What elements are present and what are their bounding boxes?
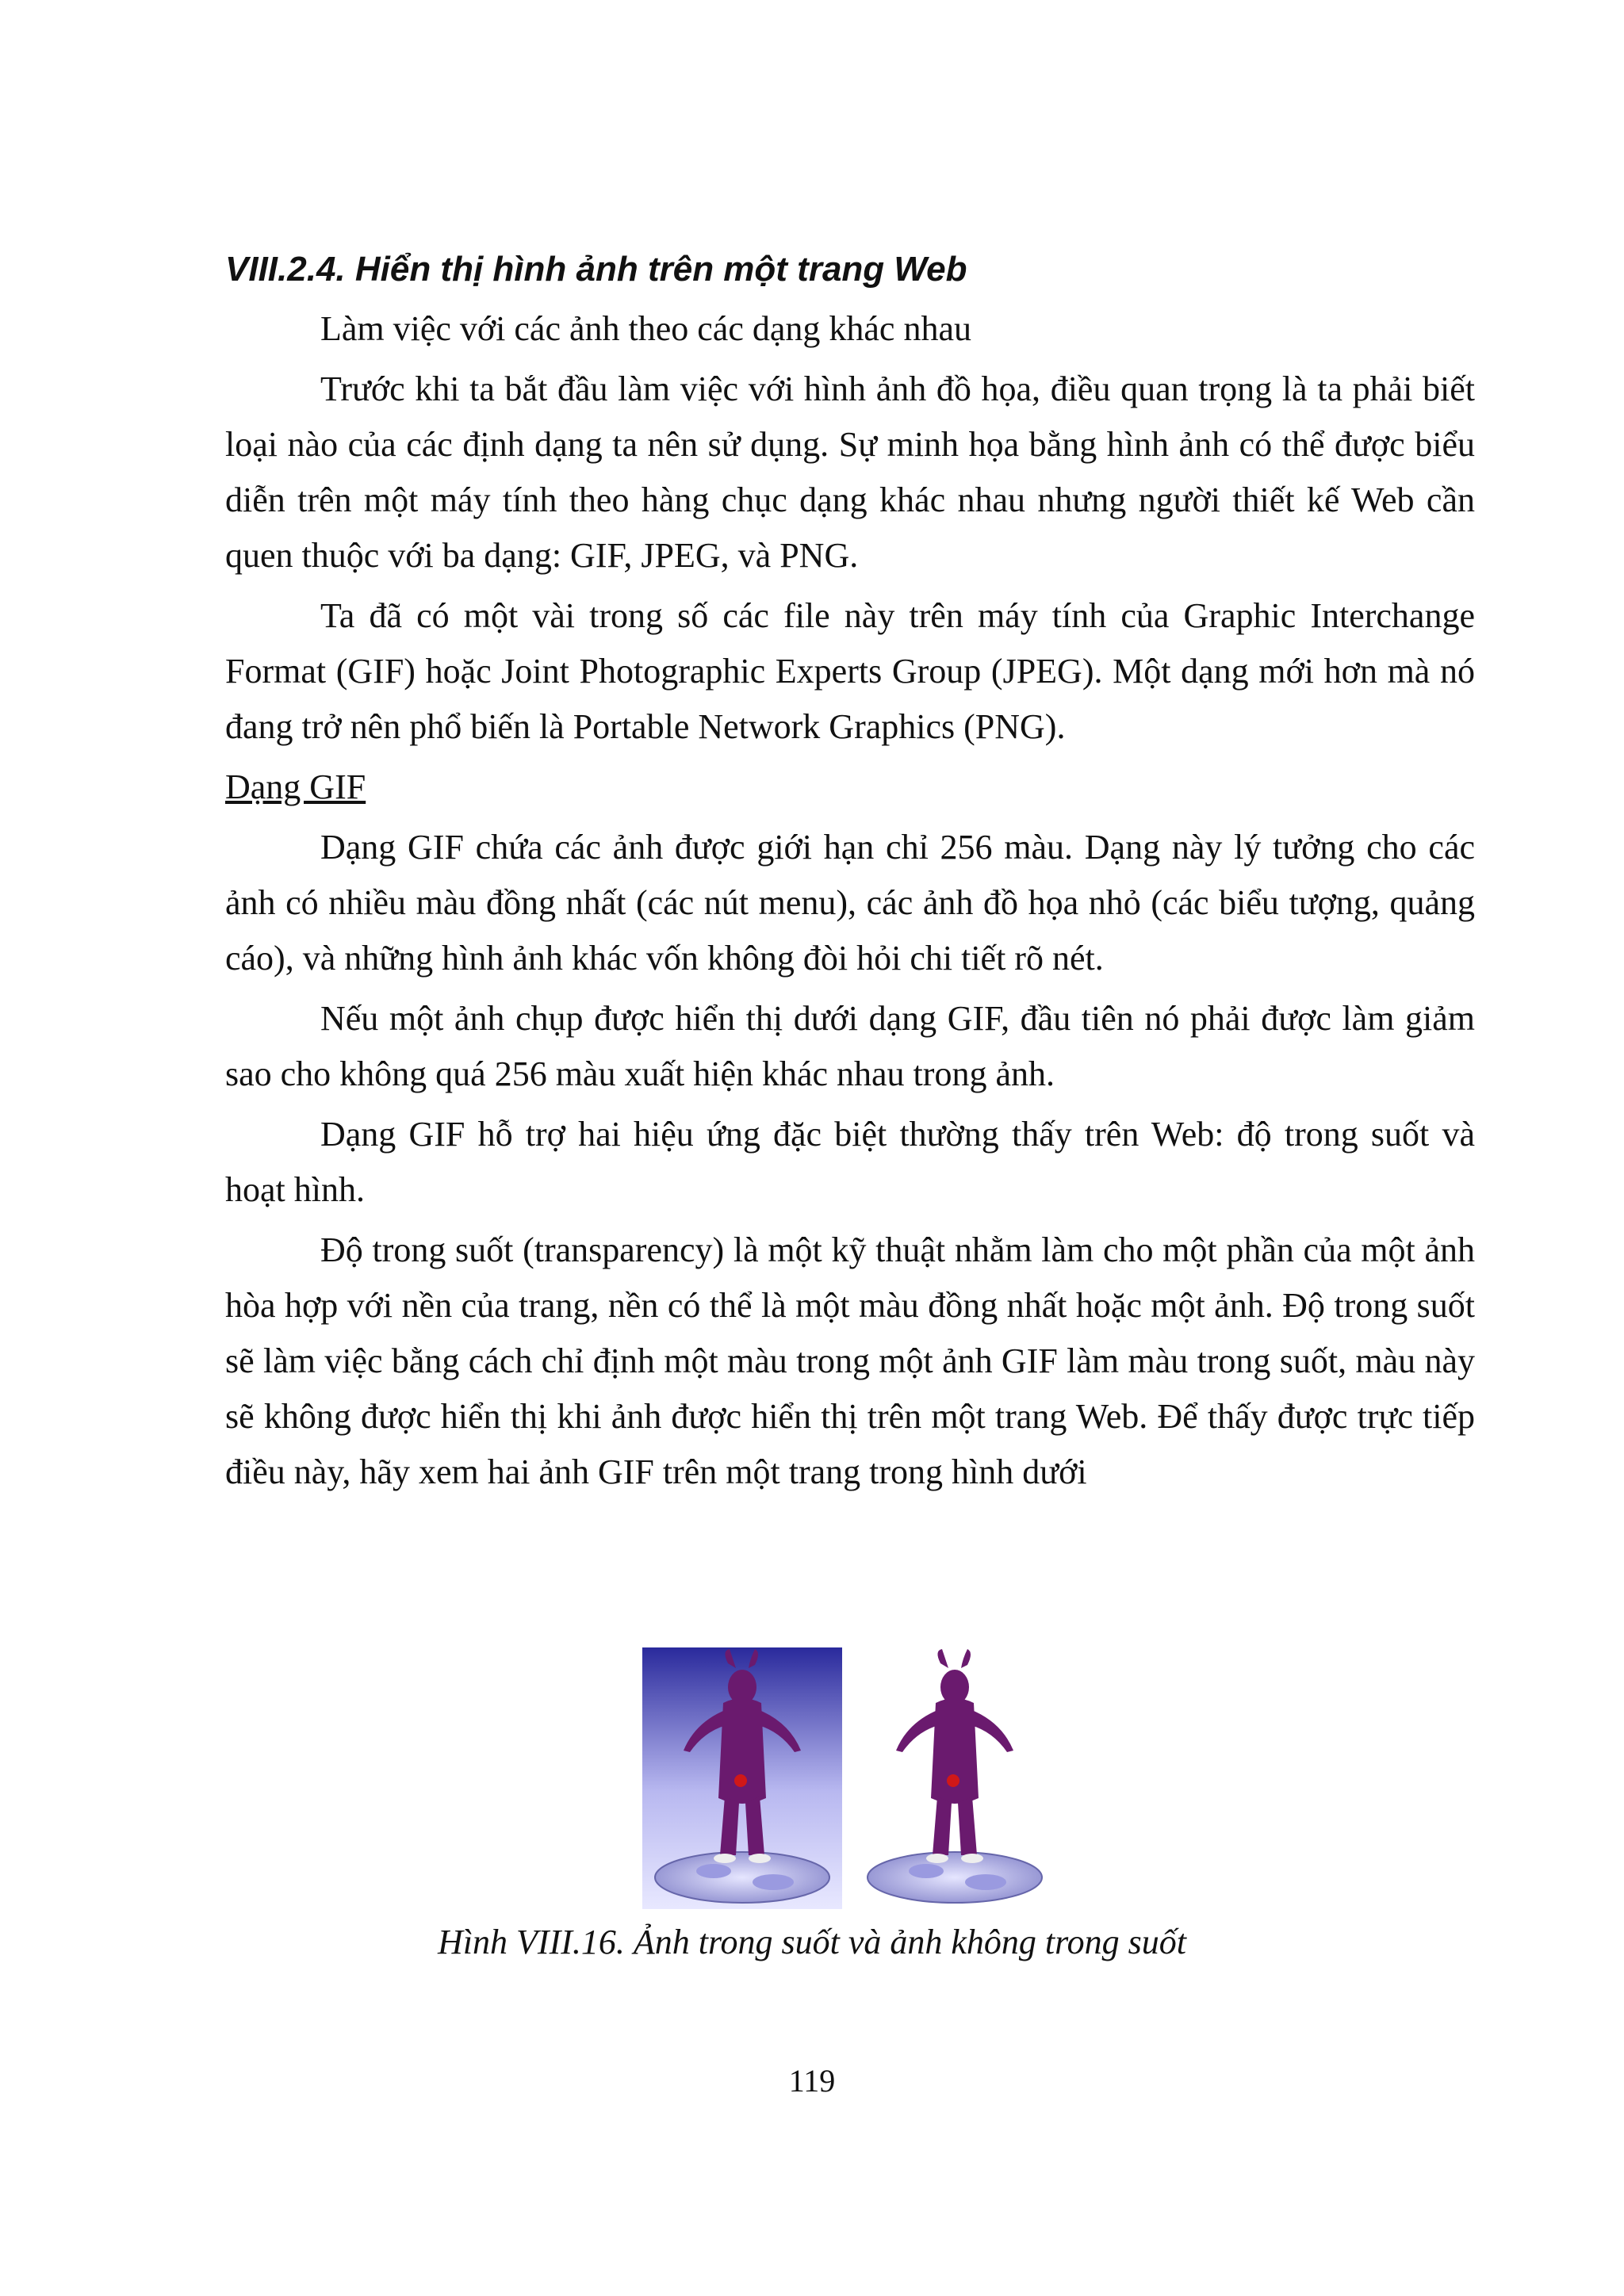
figure-transparency-images	[642, 1647, 1055, 1909]
paragraph: Nếu một ảnh chụp được hiển thị dưới dạng GIF, đầu tiên nó phải được làm giảm sao cho không quá 256 màu xuất hiện khác nhau trong ảnh.	[225, 999, 1475, 1093]
body-text	[225, 301, 1475, 1505]
paragraph: Trước khi ta bắt đầu làm việc với hình ảnh đồ họa, điều quan trọng là ta phải biết loại nào của các định dạng ta nên sử dụng. Sự minh họa bằng hình ảnh có thể được biểu diễn trên một máy tính theo hàng chục dạng khác nhau nhưng người thiết kế Web cần quen thuộc với ba dạng: GIF, JPEG, và PNG.	[225, 369, 1475, 575]
figure-caption: Hình VIII.16. Ảnh trong suốt và ảnh không trong suốt	[438, 1923, 1186, 1961]
subheading-gif: Dạng GIF	[225, 767, 366, 806]
paragraph: Độ trong suốt (transparency) là một kỹ thuật nhằm làm cho một phần của một ảnh hòa hợp với nền của trang, nền có thể là một màu đồng nhất hoặc một ảnh. Độ trong suốt sẽ làm việc bằng cách chỉ định một màu trong một ảnh GIF làm màu trong suốt, màu này sẽ không được hiển thị khi ảnh được hiển thị trên một trang Web. Để thấy được trực tiếp điều này, hãy xem hai ảnh GIF trên một trang trong hình dưới	[225, 1230, 1475, 1491]
page-number: 119	[788, 2063, 836, 2099]
transparent-gif-image	[868, 1649, 1042, 1903]
intro-line: Làm việc với các ảnh theo các dạng khác nhau	[320, 309, 971, 348]
opaque-gif-image	[642, 1647, 842, 1909]
paragraph: Ta đã có một vài trong số các file này trên máy tính của Graphic Interchange Format (GIF) hoặc Joint Photographic Experts Group (JPEG). Một dạng mới hơn mà nó đang trở nên phổ biến là Portable Network Graphics (PNG).	[225, 596, 1475, 746]
paragraph: Dạng GIF hỗ trợ hai hiệu ứng đặc biệt thường thấy trên Web: độ trong suốt và hoạt hình.	[225, 1115, 1475, 1209]
section-heading: VIII.2.4. Hiển thị hình ảnh trên một trang Web	[225, 250, 967, 289]
paragraph: Dạng GIF chứa các ảnh được giới hạn chỉ 256 màu. Dạng này lý tưởng cho các ảnh có nhiều màu đồng nhất (các nút menu), các ảnh đồ họa nhỏ (các biểu tượng, quảng cáo), và những hình ảnh khác vốn không đòi hỏi chi tiết rõ nét.	[225, 828, 1475, 978]
